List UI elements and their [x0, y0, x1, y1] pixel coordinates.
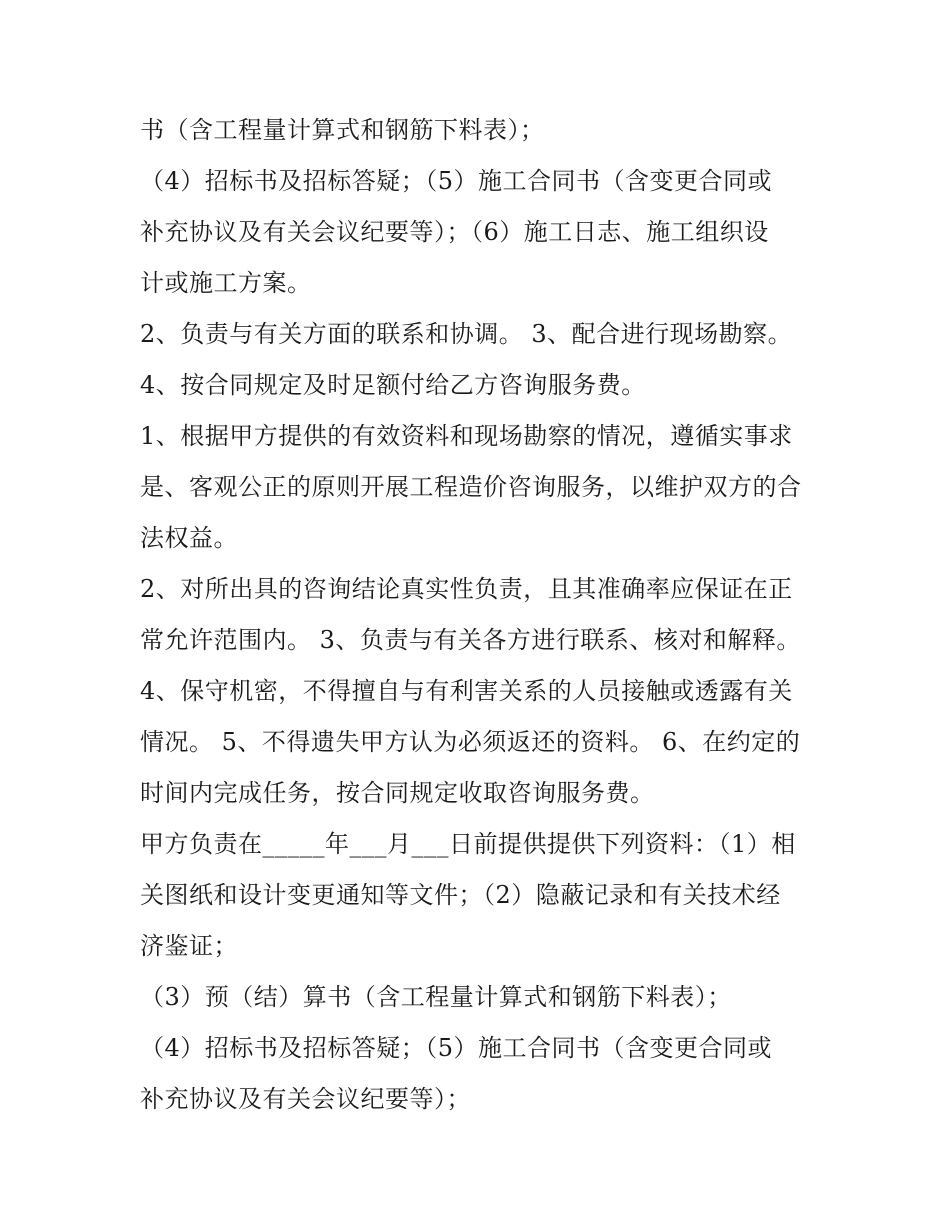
text-line: 法权益。 [140, 524, 238, 552]
text-line: （4）招标书及招标答疑；（5）施工合同书（含变更合同或 [140, 1034, 773, 1062]
text-line: 情况。 5、不得遗失甲方认为必须返还的资料。 6、在约定的 [140, 728, 801, 756]
text-line: 计或施工方案。 [140, 269, 312, 297]
text-line: 书（含工程量计算式和钢筋下料表）； [140, 116, 545, 144]
text-line: 1、根据甲方提供的有效资料和现场勘察的情况，遵循实事求 [140, 422, 793, 450]
text-line: 济鉴证； [140, 932, 238, 960]
text-line: 4、保守机密，不得擅自与有利害关系的人员接触或透露有关 [140, 677, 793, 705]
text-line: 2、对所出具的咨询结论真实性负责，且其准确率应保证在正 [140, 575, 793, 603]
text-line: （3）预（结）算书（含工程量计算式和钢筋下料表）； [140, 983, 732, 1011]
text-line: （4）招标书及招标答疑；（5）施工合同书（含变更合同或 [140, 167, 773, 195]
text-line: 4、按合同规定及时足额付给乙方咨询服务费。 [140, 371, 646, 399]
text-line: 补充协议及有关会议纪要等）；（6）施工日志、施工组织设 [140, 218, 769, 246]
text-line: 2、负责与有关方面的联系和协调。 3、配合进行现场勘察。 [140, 320, 793, 348]
text-line: 时间内完成任务，按合同规定收取咨询服务费。 [140, 779, 655, 807]
text-line: 补充协议及有关会议纪要等）； [140, 1085, 471, 1113]
text-line: 是、客观公正的原则开展工程造价咨询服务，以维护双方的合 [140, 473, 802, 501]
text-line: 甲方负责在_____年___月___日前提供提供下列资料：（1）相 [140, 830, 796, 858]
text-line: 常允许范围内。 3、负责与有关各方进行联系、核对和解释。 [140, 626, 801, 654]
text-line: 关图纸和设计变更通知等文件；（2）隐蔽记录和有关技术经 [140, 881, 781, 909]
